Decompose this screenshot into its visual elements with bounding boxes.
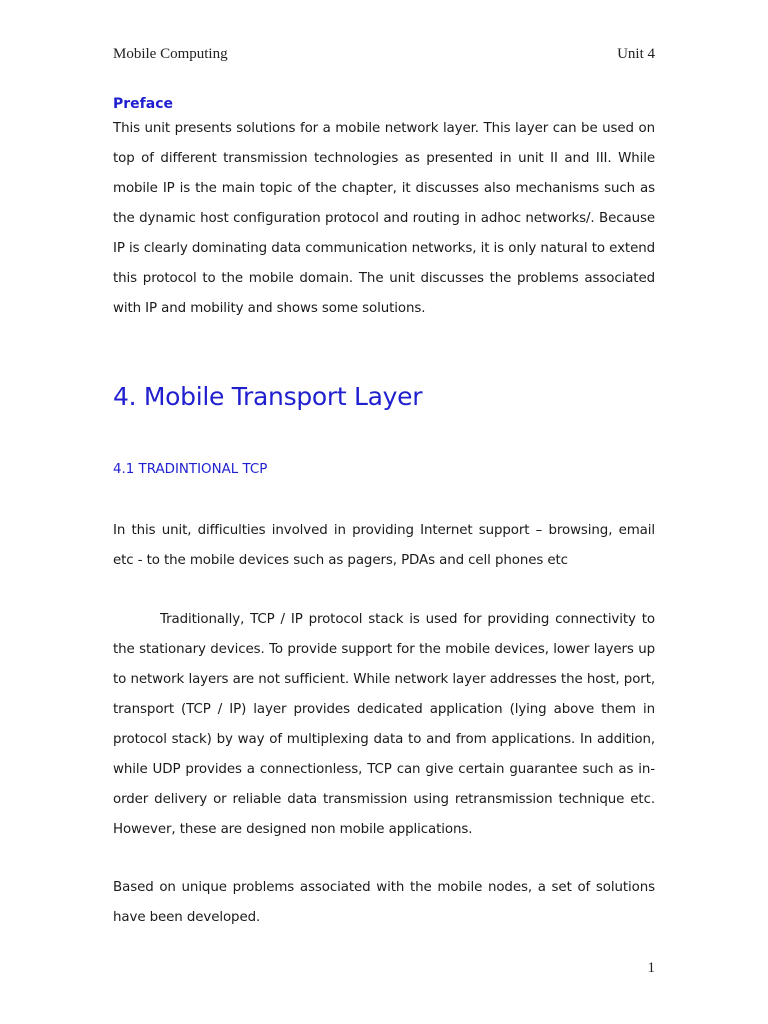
section-heading: 4.1 TRADINTIONAL TCP — [113, 462, 268, 477]
header-unit-label: Unit 4 — [617, 46, 655, 62]
page-content — [113, 94, 655, 925]
section-paragraph-3-block — [113, 873, 655, 933]
header-course-title: Mobile Computing — [113, 46, 228, 62]
preface-heading: Preface — [113, 96, 173, 112]
section-paragraph-1-block — [113, 516, 655, 576]
section-paragraph: Traditionally, TCP / IP protocol stack is used for providing connectivity to the stationary devices. To provide support for the mobile devices, lower layers up to network layers are not sufficient. While network layer addresses the host, port, transport (TCP / IP) layer provides dedicated application (lying above them in protocol stack) by way of multiplexing data to and from applications. In addition, while UDP provides a connectionless, TCP can give certain guarantee such as in-order delivery or reliable data transmission using retransmission technique etc. However, these are designed non mobile applications. — [113, 612, 655, 837]
section-paragraph: In this unit, difficulties involved in providing Internet support – browsing, email etc - to the mobile devices such as pagers, PDAs and cell phones etc — [113, 523, 655, 568]
chapter-title: 4. Mobile Transport Layer — [113, 382, 423, 411]
section-paragraph-2-block — [113, 605, 655, 845]
section-paragraph: Based on unique problems associated with the mobile nodes, a set of solutions have been developed. — [113, 880, 655, 925]
preface-paragraph: This unit presents solutions for a mobile network layer. This layer can be used on top of different transmission technologies as presented in unit II and III. While mobile IP is the main topic of the chapter, it discusses also mechanisms such as the dynamic host configuration protocol and routing in adhoc networks/. Because IP is clearly dominating data communication networks, it is only natural to extend this protocol to the mobile domain. The unit discusses the problems associated with IP and mobility and shows some solutions. — [113, 121, 655, 316]
page-number: 1 — [647, 960, 655, 976]
page-header — [113, 46, 655, 63]
